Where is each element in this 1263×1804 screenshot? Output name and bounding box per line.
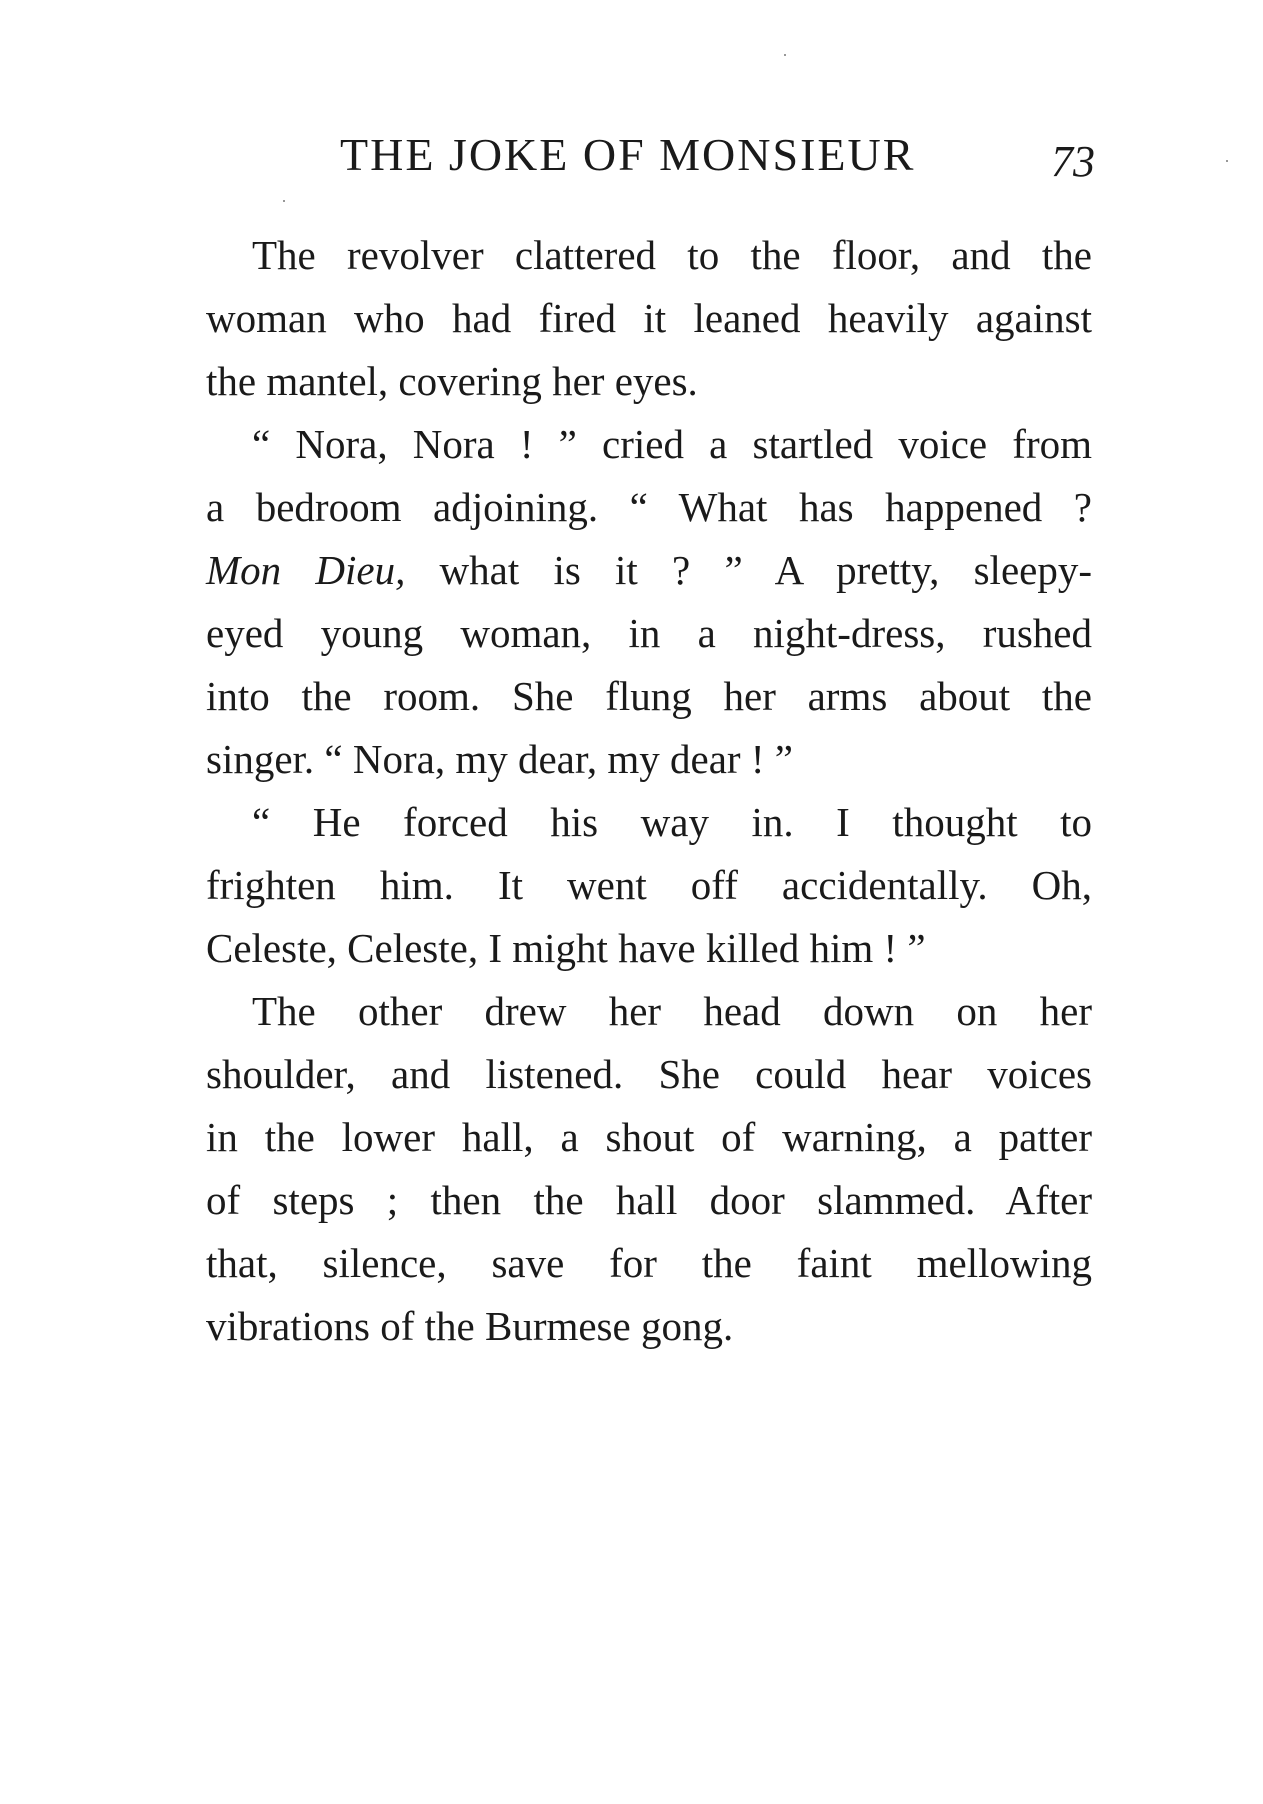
text-line: the mantel, covering her eyes. [206, 358, 698, 404]
text-line: into the room. She flung her arms about the [206, 673, 1092, 719]
body-text [206, 224, 1092, 1358]
paper-speck [283, 200, 285, 202]
text-line: “ He forced his way in. I thought to [252, 799, 1092, 845]
text-line: that, silence, save for the faint mellowing [206, 1240, 1092, 1286]
text-line-rest: what is it ? ” A pretty, sleepy- [405, 547, 1092, 593]
running-head [205, 128, 1095, 188]
text-line: eyed young woman, in a night-dress, rushed [206, 610, 1092, 656]
text-line-mixed [206, 539, 1092, 602]
text-line: of steps ; then the hall door slammed. After [206, 1177, 1092, 1223]
text-line: singer. “ Nora, my dear, my dear ! ” [206, 736, 793, 782]
text-line: The revolver clattered to the floor, and the [252, 232, 1092, 278]
text-line: vibrations of the Burmese gong. [206, 1303, 734, 1349]
page-number: 73 [1051, 137, 1095, 186]
text-line: “ Nora, Nora ! ” cried a startled voice from [252, 421, 1092, 467]
paper-speck [784, 54, 786, 56]
text-line: woman who had fired it leaned heavily against [206, 295, 1092, 341]
text-line: shoulder, and listened. She could hear voices [206, 1051, 1092, 1097]
text-line: Celeste, Celeste, I might have killed him ! ” [206, 925, 926, 971]
text-line: frighten him. It went off accidentally. Oh, [206, 862, 1092, 908]
text-line: The other drew her head down on her [252, 988, 1092, 1034]
text-line: in the lower hall, a shout of warning, a patter [206, 1114, 1092, 1160]
paper-speck [1226, 160, 1228, 162]
italic-phrase: Mon Dieu, [206, 547, 406, 593]
running-title: THE JOKE OF MONSIEUR [340, 129, 916, 180]
text-line: a bedroom adjoining. “ What has happened ? [206, 484, 1092, 530]
